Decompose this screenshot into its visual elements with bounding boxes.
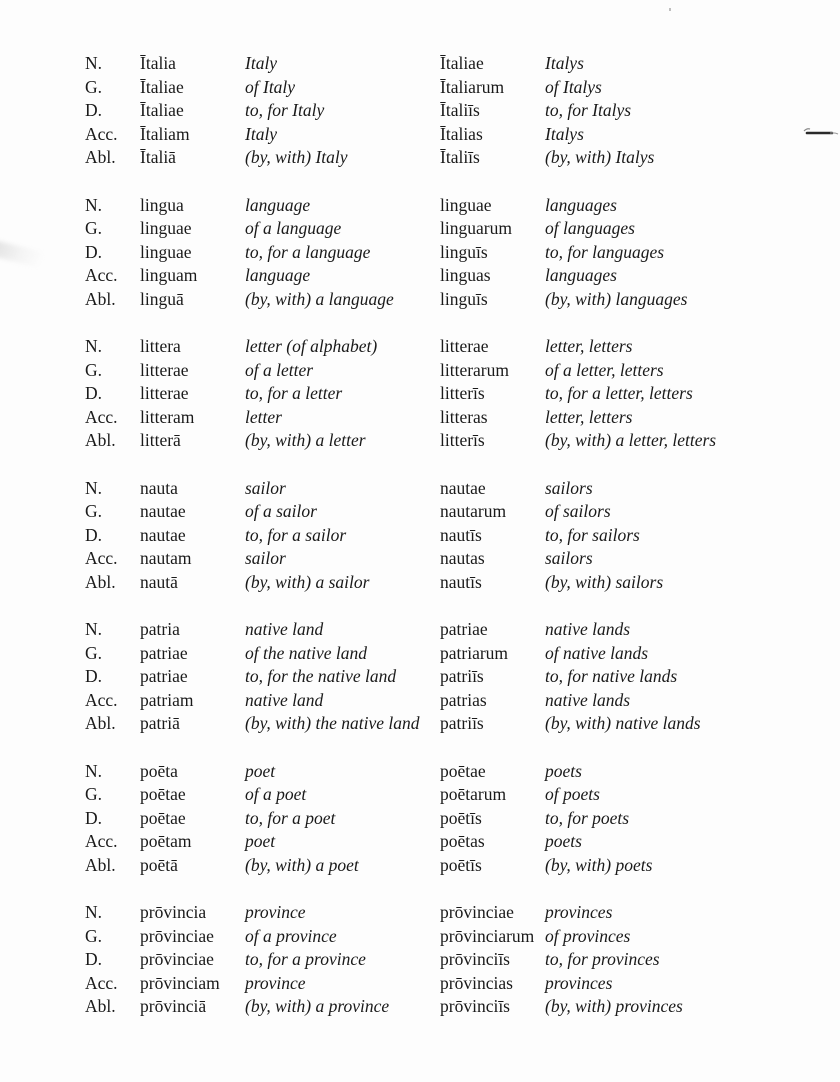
- gloss-plural: Italys: [545, 53, 584, 73]
- case-label: N.: [85, 336, 103, 356]
- gloss-singular: (by, with) a province: [245, 996, 390, 1016]
- paradigm-row: [85, 146, 810, 170]
- paradigm-row: [85, 217, 810, 241]
- case-label: N.: [85, 477, 103, 498]
- gloss-singular: of Italy: [245, 76, 296, 97]
- case-label: N.: [85, 619, 103, 639]
- latin-plural: nautīs: [440, 571, 482, 592]
- latin-plural: Ītaliae: [440, 53, 484, 73]
- latin-singular: poētae: [140, 784, 186, 804]
- gloss-plural: languages: [545, 265, 617, 285]
- gloss-singular: (by, with) a poet: [245, 854, 359, 875]
- latin-singular: poēta: [140, 760, 178, 781]
- paradigm-row: [85, 382, 810, 406]
- gloss-singular: to, for a sailor: [245, 524, 347, 545]
- latin-singular: Ītaliae: [140, 100, 184, 120]
- latin-singular: patriā: [140, 713, 180, 733]
- latin-singular: prōvinciae: [140, 949, 214, 969]
- gloss-plural: poets: [545, 831, 582, 851]
- gloss-plural: (by, with) sailors: [545, 571, 664, 592]
- gloss-singular: Italy: [245, 123, 278, 144]
- latin-plural: patriīs: [440, 713, 484, 733]
- gloss-singular: poet: [245, 760, 276, 781]
- paradigm-row: [85, 52, 810, 76]
- scan-speck: [669, 8, 671, 11]
- paradigm-row: [85, 995, 810, 1019]
- paradigm-littera: [85, 335, 810, 453]
- latin-singular: linguae: [140, 241, 192, 262]
- paradigm-row: [85, 854, 810, 878]
- case-label: D.: [85, 949, 103, 969]
- gloss-singular: of a poet: [245, 784, 307, 804]
- case-label: Acc.: [85, 972, 118, 993]
- latin-plural: linguas: [440, 265, 491, 285]
- gloss-singular: language: [245, 194, 311, 215]
- paradigm-row: [85, 264, 810, 288]
- case-label: Abl.: [85, 713, 116, 733]
- gloss-singular: sailor: [245, 477, 286, 498]
- gloss-singular: native land: [245, 619, 324, 639]
- paradigm-row: [85, 500, 810, 524]
- latin-singular: Ītalia: [140, 53, 176, 73]
- gloss-singular: poet: [245, 831, 276, 851]
- latin-singular: linguam: [140, 265, 198, 285]
- paradigm-row: [85, 972, 810, 996]
- latin-singular: linguā: [140, 288, 184, 309]
- gloss-plural: poets: [545, 760, 582, 781]
- latin-singular: patriae: [140, 642, 188, 663]
- latin-plural: linguae: [440, 194, 492, 215]
- paradigm-row: [85, 288, 810, 312]
- case-label: G.: [85, 218, 103, 238]
- paradigm-lingua: [85, 194, 810, 312]
- latin-singular: poētae: [140, 807, 186, 828]
- gloss-singular: native land: [245, 689, 324, 710]
- case-label: G.: [85, 784, 103, 804]
- gloss-plural: (by, with) poets: [545, 854, 653, 875]
- paradigm-row: [85, 807, 810, 831]
- latin-plural: litterīs: [440, 430, 485, 450]
- latin-plural: nautarum: [440, 501, 507, 521]
- paradigm-row: [85, 429, 810, 453]
- gloss-singular: province: [245, 902, 306, 922]
- case-label: N.: [85, 194, 103, 215]
- latin-singular: nautā: [140, 571, 178, 592]
- latin-plural: Ītaliīs: [440, 100, 480, 120]
- latin-plural: poētas: [440, 831, 485, 851]
- gloss-singular: of a province: [245, 925, 337, 946]
- paradigm-row: [85, 524, 810, 548]
- case-label: G.: [85, 76, 103, 97]
- gloss-plural: (by, with) languages: [545, 288, 688, 309]
- case-label: Abl.: [85, 571, 116, 592]
- gloss-plural: (by, with) native lands: [545, 713, 701, 733]
- paradigm-row: [85, 783, 810, 807]
- case-label: G.: [85, 501, 103, 521]
- declension-paradigms: [85, 52, 810, 1043]
- gloss-plural: letter, letters: [545, 406, 633, 427]
- paradigm-nauta: [85, 477, 810, 595]
- case-label: D.: [85, 383, 103, 403]
- gloss-plural: of native lands: [545, 642, 649, 663]
- latin-plural: poētīs: [440, 807, 482, 828]
- case-label: Acc.: [85, 689, 118, 710]
- paradigm-provincia: [85, 901, 810, 1019]
- paradigm-row: [85, 359, 810, 383]
- case-label: Abl.: [85, 854, 116, 875]
- latin-plural: poētīs: [440, 854, 482, 875]
- latin-singular: prōvinciam: [140, 972, 220, 993]
- latin-singular: linguae: [140, 218, 192, 238]
- gloss-singular: Italy: [245, 53, 278, 73]
- paradigm-row: [85, 241, 810, 265]
- gloss-singular: (by, with) a language: [245, 288, 394, 309]
- latin-singular: patriam: [140, 689, 194, 710]
- latin-singular: nauta: [140, 477, 178, 498]
- latin-plural: prōvinciīs: [440, 949, 510, 969]
- gloss-plural: to, for Italys: [545, 100, 632, 120]
- latin-singular: nautae: [140, 524, 186, 545]
- paradigm-row: [85, 925, 810, 949]
- latin-plural: nautīs: [440, 524, 482, 545]
- gloss-plural: provinces: [545, 902, 613, 922]
- gloss-plural: of poets: [545, 784, 600, 804]
- case-label: Acc.: [85, 831, 118, 851]
- case-label: D.: [85, 807, 103, 828]
- latin-singular: patriae: [140, 666, 188, 686]
- gloss-singular: (by, with) Italy: [245, 147, 348, 167]
- latin-plural: patriīs: [440, 666, 484, 686]
- latin-plural: poētarum: [440, 784, 507, 804]
- latin-plural: patrias: [440, 689, 487, 710]
- case-label: Acc.: [85, 548, 118, 568]
- gloss-plural: of Italys: [545, 76, 602, 97]
- latin-plural: prōvinciīs: [440, 996, 510, 1016]
- paradigm-patria: [85, 618, 810, 736]
- latin-singular: litteram: [140, 406, 195, 427]
- gloss-plural: to, for provinces: [545, 949, 660, 969]
- gloss-plural: Italys: [545, 123, 584, 144]
- case-label: D.: [85, 666, 103, 686]
- paradigm-row: [85, 547, 810, 571]
- case-label: N.: [85, 902, 103, 922]
- latin-plural: litterae: [440, 336, 489, 356]
- case-label: Abl.: [85, 147, 116, 167]
- latin-plural: nautae: [440, 477, 486, 498]
- latin-plural: litteras: [440, 406, 488, 427]
- latin-plural: prōvinciae: [440, 902, 514, 922]
- case-label: G.: [85, 642, 103, 663]
- case-label: Abl.: [85, 430, 116, 450]
- latin-singular: patria: [140, 619, 180, 639]
- case-label: G.: [85, 925, 103, 946]
- latin-singular: nautae: [140, 501, 186, 521]
- paradigm-row: [85, 571, 810, 595]
- paradigm-row: [85, 760, 810, 784]
- gloss-plural: to, for a letter, letters: [545, 383, 693, 403]
- paradigm-row: [85, 335, 810, 359]
- latin-singular: litterā: [140, 430, 181, 450]
- latin-plural: nautas: [440, 548, 485, 568]
- latin-singular: prōvinciae: [140, 925, 214, 946]
- gloss-singular: to, for a poet: [245, 807, 336, 828]
- gloss-plural: (by, with) provinces: [545, 996, 683, 1016]
- gloss-plural: of languages: [545, 218, 635, 238]
- gloss-plural: native lands: [545, 689, 631, 710]
- gloss-plural: of a letter, letters: [545, 359, 664, 380]
- gloss-singular: (by, with) a letter: [245, 430, 366, 450]
- latin-singular: lingua: [140, 194, 184, 215]
- latin-plural: Ītaliarum: [440, 76, 505, 97]
- case-label: D.: [85, 100, 103, 120]
- paradigm-row: [85, 665, 810, 689]
- gloss-singular: of a sailor: [245, 501, 317, 521]
- case-label: Abl.: [85, 288, 116, 309]
- paradigm-row: [85, 712, 810, 736]
- latin-singular: prōvinciā: [140, 996, 207, 1016]
- latin-plural: prōvinciarum: [440, 925, 535, 946]
- latin-singular: littera: [140, 336, 181, 356]
- latin-plural: linguarum: [440, 218, 512, 238]
- case-label: D.: [85, 524, 103, 545]
- latin-singular: Ītaliā: [140, 147, 176, 167]
- gloss-singular: to, for Italy: [245, 100, 325, 120]
- latin-singular: poētā: [140, 854, 178, 875]
- latin-singular: Ītaliam: [140, 123, 190, 144]
- gloss-plural: sailors: [545, 548, 593, 568]
- latin-plural: patriae: [440, 619, 488, 639]
- gloss-singular: to, for the native land: [245, 666, 397, 686]
- case-label: N.: [85, 760, 103, 781]
- scan-smudge: [0, 240, 43, 268]
- gloss-plural: to, for sailors: [545, 524, 640, 545]
- gloss-singular: (by, with) a sailor: [245, 571, 370, 592]
- paradigm-italia: [85, 52, 810, 170]
- paradigm-row: [85, 689, 810, 713]
- latin-plural: patriarum: [440, 642, 509, 663]
- gloss-singular: (by, with) the native land: [245, 713, 420, 733]
- gloss-singular: of a language: [245, 218, 342, 238]
- latin-plural: litterīs: [440, 383, 485, 403]
- paradigm-row: [85, 406, 810, 430]
- paradigm-row: [85, 901, 810, 925]
- paradigm-row: [85, 642, 810, 666]
- gloss-plural: (by, with) a letter, letters: [545, 430, 717, 450]
- case-label: D.: [85, 241, 103, 262]
- case-label: Acc.: [85, 265, 118, 285]
- paradigm-row: [85, 76, 810, 100]
- gloss-plural: (by, with) Italys: [545, 147, 655, 167]
- gloss-singular: letter (of alphabet): [245, 336, 378, 356]
- gloss-plural: to, for native lands: [545, 666, 678, 686]
- gloss-plural: native lands: [545, 619, 631, 639]
- gloss-singular: to, for a letter: [245, 383, 343, 403]
- gloss-plural: of provinces: [545, 925, 631, 946]
- paradigm-row: [85, 830, 810, 854]
- gloss-plural: to, for poets: [545, 807, 630, 828]
- latin-singular: Ītaliae: [140, 76, 184, 97]
- case-label: G.: [85, 359, 103, 380]
- latin-plural: linguīs: [440, 288, 488, 309]
- latin-singular: poētam: [140, 831, 192, 851]
- latin-singular: litterae: [140, 383, 189, 403]
- latin-plural: Ītalias: [440, 123, 483, 144]
- latin-plural: litterarum: [440, 359, 510, 380]
- gloss-singular: language: [245, 265, 311, 285]
- gloss-plural: provinces: [545, 972, 613, 993]
- gloss-singular: of the native land: [245, 642, 367, 663]
- gloss-plural: languages: [545, 194, 617, 215]
- paradigm-row: [85, 618, 810, 642]
- latin-singular: nautam: [140, 548, 192, 568]
- case-label: N.: [85, 53, 103, 73]
- gloss-plural: letter, letters: [545, 336, 633, 356]
- gloss-singular: sailor: [245, 548, 286, 568]
- latin-plural: prōvincias: [440, 972, 513, 993]
- case-label: Abl.: [85, 996, 116, 1016]
- latin-plural: linguīs: [440, 241, 488, 262]
- paradigm-poeta: [85, 760, 810, 878]
- latin-singular: prōvincia: [140, 902, 207, 922]
- gloss-plural: to, for languages: [545, 241, 665, 262]
- case-label: Acc.: [85, 123, 118, 144]
- paradigm-row: [85, 99, 810, 123]
- paradigm-row: [85, 948, 810, 972]
- latin-plural: poētae: [440, 760, 486, 781]
- gloss-singular: letter: [245, 406, 282, 427]
- gloss-singular: to, for a province: [245, 949, 366, 969]
- gloss-singular: province: [245, 972, 306, 993]
- latin-singular: litterae: [140, 359, 189, 380]
- gloss-singular: to, for a language: [245, 241, 371, 262]
- gloss-plural: sailors: [545, 477, 593, 498]
- case-label: Acc.: [85, 406, 118, 427]
- paradigm-row: [85, 194, 810, 218]
- paradigm-row: [85, 123, 810, 147]
- gloss-singular: of a letter: [245, 359, 314, 380]
- latin-plural: Ītaliīs: [440, 147, 480, 167]
- paradigm-row: [85, 477, 810, 501]
- gloss-plural: of sailors: [545, 501, 611, 521]
